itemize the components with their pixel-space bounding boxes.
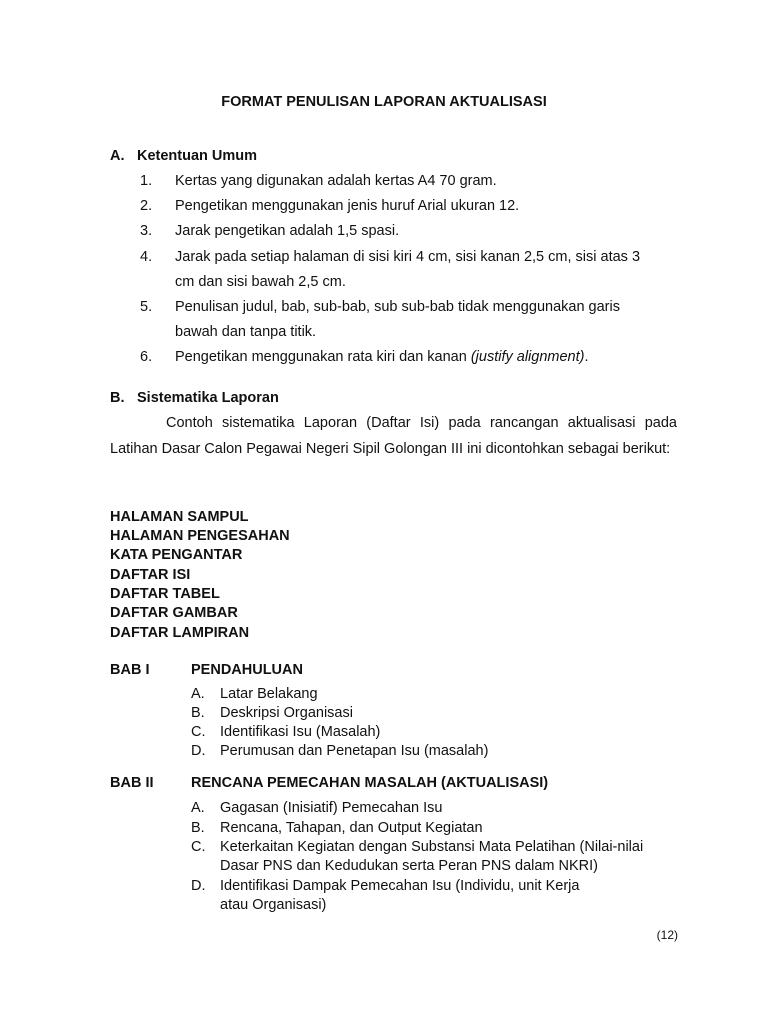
page-number: (12) bbox=[656, 928, 678, 942]
item-text bbox=[175, 349, 589, 365]
sub-text: Rencana, Tahapan, dan Output Kegiatan bbox=[220, 820, 483, 836]
paragraph-text: Contoh sistematika Laporan (Daftar Isi) pada rancangan aktualisasi pada Latihan Dasar Calon Pegawai Negeri Sipil Golongan III ini dicontohkan sebagai berikut: bbox=[110, 415, 677, 457]
sub-letter: A. bbox=[191, 686, 205, 702]
toc-item: DAFTAR ISI bbox=[110, 567, 191, 583]
section-a-title: Ketentuan Umum bbox=[137, 148, 258, 164]
bab-1-label: BAB I bbox=[110, 662, 150, 678]
item-number: 4. bbox=[140, 249, 153, 265]
item-text: Jarak pengetikan adalah 1,5 spasi. bbox=[175, 223, 400, 239]
item-number: 2. bbox=[140, 198, 153, 214]
sub-letter: A. bbox=[191, 800, 205, 816]
item-text-continued: bawah dan tanpa titik. bbox=[175, 324, 317, 340]
sub-text: Latar Belakang bbox=[220, 686, 318, 702]
section-b-letter: B. bbox=[110, 390, 125, 406]
item-text: Penulisan judul, bab, sub-bab, sub sub-bab tidak menggunakan garis bbox=[175, 299, 620, 315]
toc-item: DAFTAR TABEL bbox=[110, 586, 220, 602]
sub-text: Perumusan dan Penetapan Isu (masalah) bbox=[220, 743, 489, 759]
section-b-heading bbox=[110, 390, 279, 406]
sub-text: Identifikasi Dampak Pemecahan Isu (Individu, unit Kerja bbox=[220, 878, 580, 894]
section-a-letter: A. bbox=[110, 148, 125, 164]
item-number: 5. bbox=[140, 299, 153, 315]
item-text-end: . bbox=[584, 349, 589, 365]
toc-item: HALAMAN PENGESAHAN bbox=[110, 528, 290, 544]
toc-item: DAFTAR GAMBAR bbox=[110, 605, 238, 621]
item-text: Pengetikan menggunakan jenis huruf Arial ukuran 12. bbox=[175, 198, 520, 214]
sub-text-continued: Dasar PNS dan Kedudukan serta Peran PNS dalam NKRI) bbox=[220, 858, 598, 874]
bab-2-label: BAB II bbox=[110, 775, 154, 791]
sub-letter: C. bbox=[191, 724, 206, 740]
item-number: 6. bbox=[140, 349, 153, 365]
sub-text: Deskripsi Organisasi bbox=[220, 705, 353, 721]
bab-2-title: RENCANA PEMECAHAN MASALAH (AKTUALISASI) bbox=[191, 775, 549, 791]
sub-text: Identifikasi Isu (Masalah) bbox=[220, 724, 381, 740]
item-text: Jarak pada setiap halaman di sisi kiri 4 cm, sisi kanan 2,5 cm, sisi atas 3 bbox=[175, 249, 641, 265]
toc-item: DAFTAR LAMPIRAN bbox=[110, 625, 250, 641]
document-title: FORMAT PENULISAN LAPORAN AKTUALISASI bbox=[221, 94, 547, 110]
sub-letter: B. bbox=[191, 820, 205, 836]
item-number: 1. bbox=[140, 173, 153, 189]
item-text: Kertas yang digunakan adalah kertas A4 70 gram. bbox=[175, 173, 497, 189]
toc-item: HALAMAN SAMPUL bbox=[110, 509, 249, 525]
sub-letter: B. bbox=[191, 705, 205, 721]
sub-letter: D. bbox=[191, 878, 206, 894]
sub-letter: D. bbox=[191, 743, 206, 759]
bab-1-title: PENDAHULUAN bbox=[191, 662, 303, 678]
toc-item: KATA PENGANTAR bbox=[110, 547, 243, 563]
section-a-heading bbox=[110, 148, 257, 164]
sub-letter: C. bbox=[191, 839, 206, 855]
item-text-continued: cm dan sisi bawah 2,5 cm. bbox=[175, 274, 346, 290]
section-b-title: Sistematika Laporan bbox=[137, 390, 279, 406]
sub-text-continued: atau Organisasi) bbox=[220, 897, 327, 913]
item-text-main: Pengetikan menggunakan rata kiri dan kanan bbox=[175, 349, 471, 365]
section-b-paragraph bbox=[110, 410, 677, 462]
item-text-italic: (justify alignment) bbox=[470, 349, 585, 365]
sub-text: Keterkaitan Kegiatan dengan Substansi Mata Pelatihan (Nilai-nilai bbox=[220, 839, 644, 855]
item-number: 3. bbox=[140, 223, 153, 239]
sub-text: Gagasan (Inisiatif) Pemecahan Isu bbox=[220, 800, 443, 816]
